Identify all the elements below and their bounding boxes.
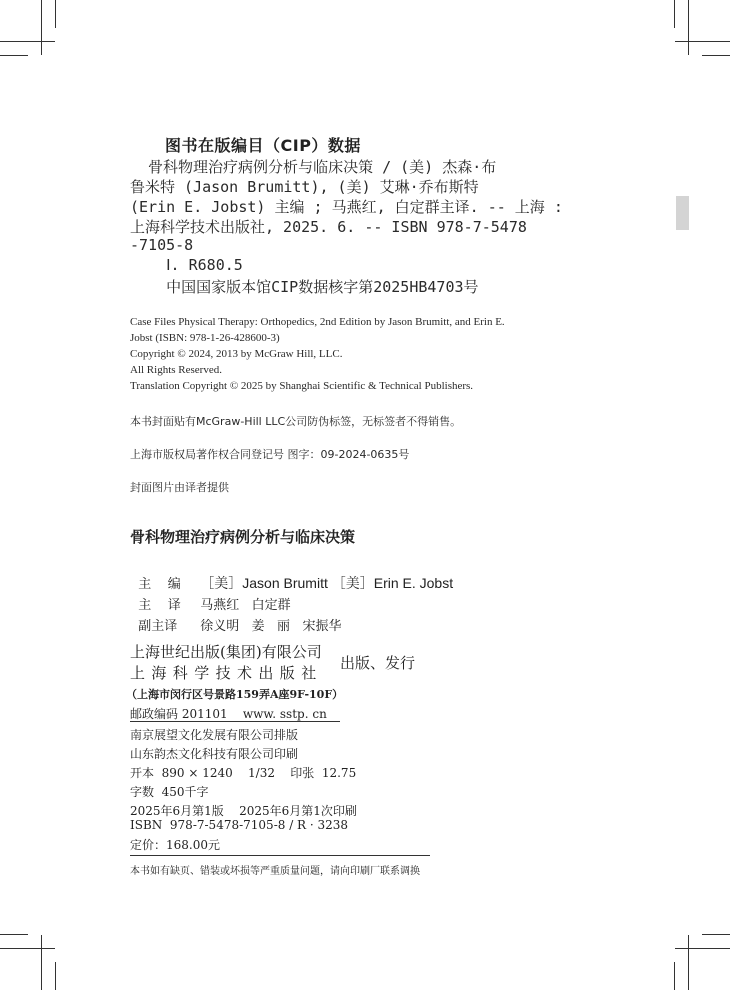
divider	[130, 855, 430, 856]
anti-counterfeit-note: 本书封面贴有McGraw-Hill LLC公司防伪标签，无标签者不得销售。	[130, 415, 462, 428]
credit-value: 徐义明 姜 丽 宋振华	[200, 619, 342, 634]
crop-mark-bottom-left-v	[41, 935, 42, 990]
crop-mark-top-right-v2	[674, 0, 675, 28]
page-edge-tab	[676, 196, 689, 230]
crop-mark-top-left-h	[0, 41, 55, 42]
credit-label: 主 编	[138, 577, 181, 592]
credit-deputy-translator	[130, 600, 341, 634]
credit-value: 马燕红 白定群	[200, 598, 291, 613]
copyright-line: Case Files Physical Therapy: Orthopedics, 2nd Edition by Jason Brumitt, and Erin E.	[130, 316, 505, 328]
printing: 山东韵杰文化科技有限公司印刷	[130, 747, 299, 761]
edition: 2025年6月第1版 2025年6月第1次印刷	[130, 804, 357, 818]
cip-line: 鲁米特 (Jason Brumitt), (美) 艾琳·乔布斯特	[130, 178, 479, 196]
publisher-address: （上海市闵行区号景路159弄A座9F-10F）	[126, 688, 344, 701]
cover-image-note: 封面图片由译者提供	[130, 481, 229, 494]
crop-mark-bottom-right-v2	[674, 962, 675, 990]
publisher-name: 上海科学技术出版社	[130, 664, 323, 682]
typesetting: 南京展望文化发展有限公司排版	[130, 728, 299, 742]
cip-line: (Erin E. Jobst) 主编 ; 马燕红, 白定群主译. -- 上海 :	[130, 198, 563, 216]
credit-label: 副主译	[138, 619, 178, 634]
publisher-group: 上海世纪出版(集团)有限公司	[130, 643, 322, 661]
copyright-line: Jobst (ISBN: 978-1-26-428600-3)	[130, 332, 280, 344]
contract-registration: 上海市版权局著作权合同登记号 图字：09-2024-0635号	[130, 448, 410, 461]
divider	[130, 721, 340, 722]
credit-value: ［美］Jason Brumitt ［美］Erin E. Jobst	[200, 575, 454, 591]
crop-mark-top-left-h2	[0, 55, 28, 56]
crop-mark-bottom-left-v2	[55, 962, 56, 990]
crop-mark-bottom-right-h	[675, 948, 730, 949]
cip-line: 上海科学技术出版社, 2025. 6. -- ISBN 978-7-5478	[130, 218, 527, 236]
crop-mark-bottom-right-h2	[702, 934, 730, 935]
credit-label: 主 译	[138, 598, 181, 613]
book-title: 骨科物理治疗病例分析与临床决策	[130, 528, 356, 546]
copyright-line: Copyright © 2024, 2013 by McGraw Hill, LLC.	[130, 348, 343, 360]
crop-mark-bottom-left-h	[0, 948, 55, 949]
quality-notice: 本书如有缺页、错装或坏损等严重质量问题，请向印刷厂联系调换	[130, 866, 420, 877]
crop-mark-bottom-left-h2	[0, 934, 28, 935]
publish-suffix: 出版、发行	[340, 654, 416, 672]
cip-heading: 图书在版编目（CIP）数据	[165, 136, 361, 155]
isbn: ISBN 978-7-5478-7105-8 / R · 3238	[130, 818, 349, 832]
word-count: 字数 450千字	[130, 785, 209, 799]
format: 开本 890 × 1240 1/32 印张 12.75	[130, 766, 357, 780]
cip-line: Ⅰ. R680.5	[130, 256, 243, 274]
crop-mark-top-left-v	[41, 0, 42, 55]
crop-mark-top-right-h2	[702, 55, 730, 56]
crop-mark-top-right-h	[675, 41, 730, 42]
copyright-line: Translation Copyright © 2025 by Shanghai Scientific & Technical Publishers.	[130, 380, 474, 392]
price: 定价：168.00元	[130, 838, 220, 852]
cip-line: 中国国家版本馆CIP数据核字第2025HB4703号	[130, 278, 479, 296]
cip-line: -7105-8	[130, 236, 194, 254]
crop-mark-bottom-right-v	[688, 935, 689, 990]
cip-line: 骨科物理治疗病例分析与临床决策 / (美) 杰森·布	[130, 158, 497, 176]
postal-web: 邮政编码 201101 www. sstp. cn	[130, 707, 327, 721]
crop-mark-top-right-v	[688, 0, 689, 55]
crop-mark-top-left-v2	[55, 0, 56, 28]
copyright-line: All Rights Reserved.	[130, 364, 222, 376]
